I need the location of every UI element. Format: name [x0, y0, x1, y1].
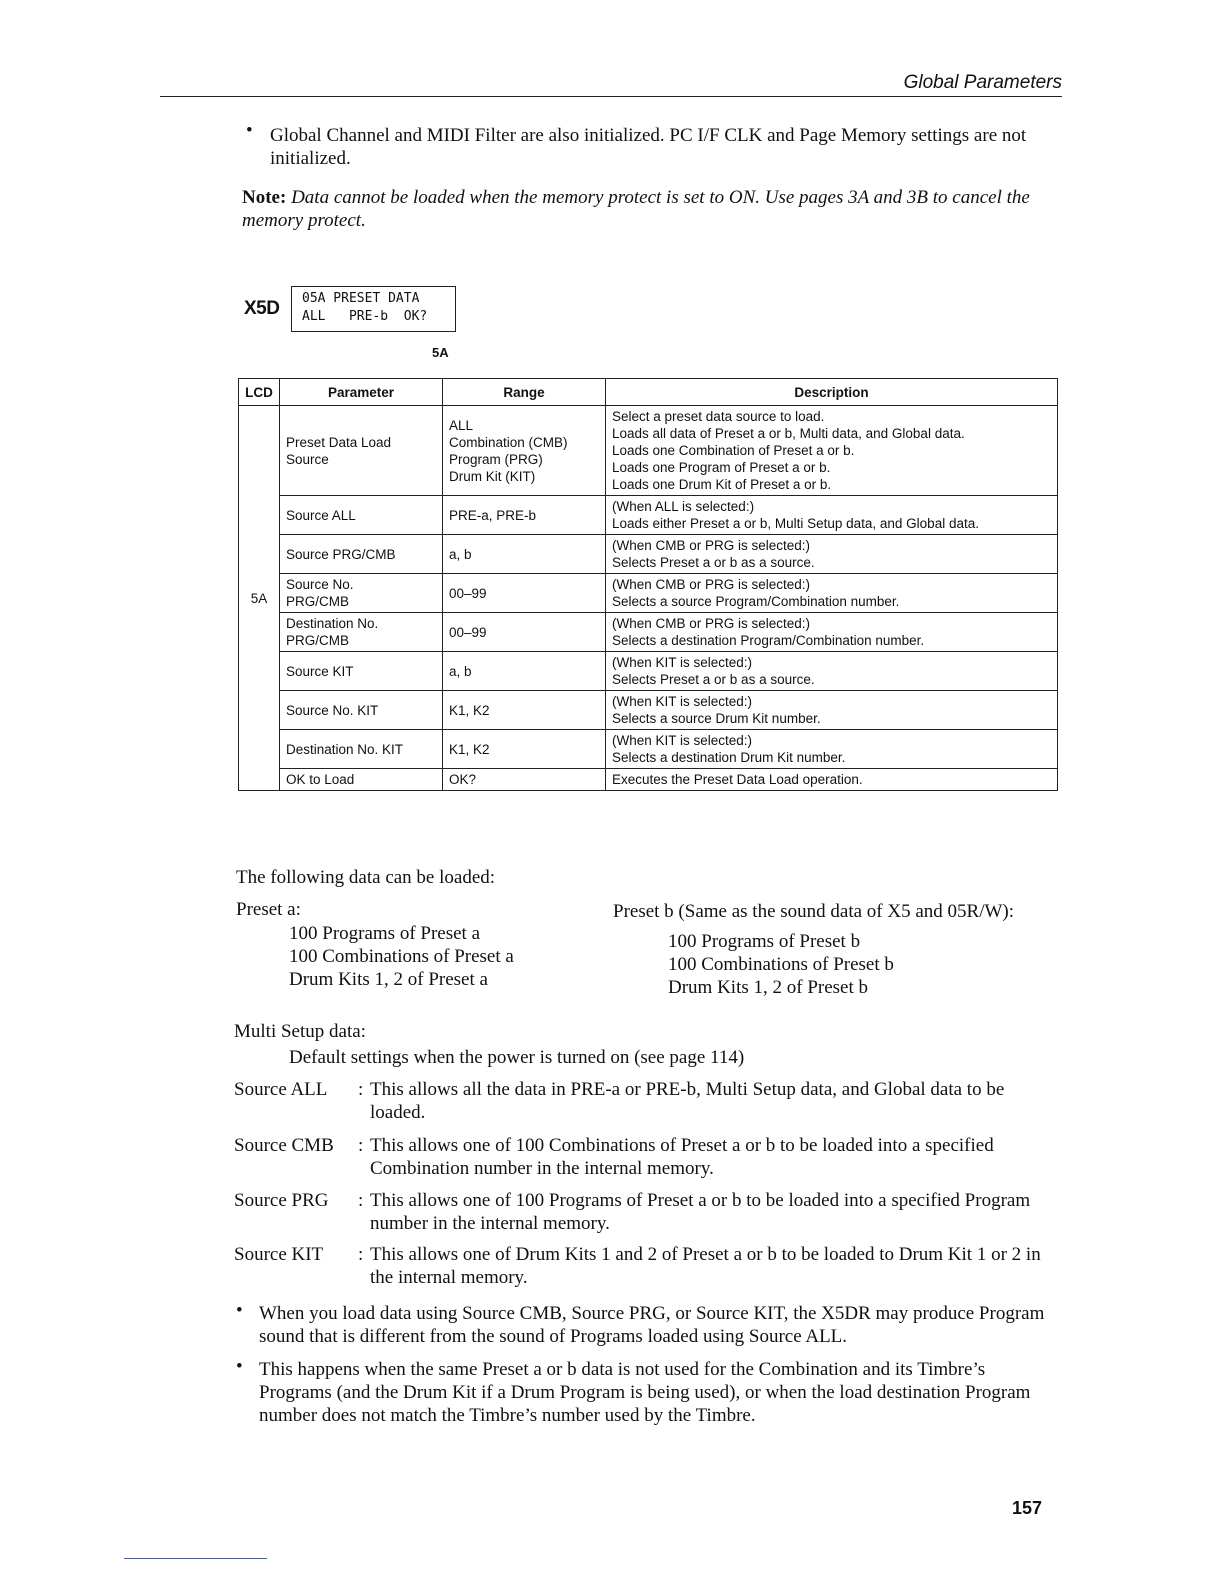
note-text: Data cannot be loaded when the memory protect is set to ON. Use pages 3A and 3B to cancel the memory protect.: [242, 187, 1030, 231]
column-header-parameter: Parameter: [280, 379, 443, 406]
table-row: [239, 769, 1058, 791]
range-cell: [443, 613, 606, 652]
cell-line: Source ALL: [286, 507, 356, 523]
definition-text: This allows all the data in PRE-a or PRE-b, Multi Setup data, and Global data to be loaded.: [370, 1079, 1005, 1123]
definition-text: This allows one of 100 Combinations of Preset a or b to be loaded into a specified Combination number in the internal memory.: [370, 1135, 994, 1179]
table-row: [239, 730, 1058, 769]
table-row: [239, 691, 1058, 730]
cell-line: OK to Load: [286, 772, 355, 787]
definition-term: Source KIT: [234, 1244, 324, 1265]
cell-line: a, b: [449, 546, 472, 562]
table-row: [239, 535, 1058, 574]
description-cell: [606, 691, 1058, 730]
cell-line: (When CMB or PRG is selected:): [612, 616, 811, 631]
cell-line: Loads one Program of Preset a or b.: [612, 460, 831, 475]
cell-line: Loads all data of Preset a or b, Multi data, and Global data.: [612, 426, 965, 441]
table-row: [239, 652, 1058, 691]
intro-bullet-text: Global Channel and MIDI Filter are also initialized. PC I/F CLK and Page Memory settings are not initialized.: [270, 125, 1027, 169]
cell-line: OK?: [449, 772, 477, 787]
table-row: [239, 613, 1058, 652]
definition-text: This allows one of 100 Programs of Preset a or b to be loaded into a specified Program number in the internal memory.: [370, 1190, 1031, 1234]
range-cell: [443, 691, 606, 730]
table-row: [239, 406, 1058, 496]
parameter-cell: [280, 691, 443, 730]
list-item: Drum Kits 1, 2 of Preset b: [668, 977, 869, 998]
list-item: 100 Combinations of Preset b: [668, 954, 894, 975]
definition-colon: :: [358, 1135, 364, 1156]
cell-line: PRG/CMB: [286, 633, 350, 648]
range-cell: [443, 535, 606, 574]
cell-line: K1, K2: [449, 702, 490, 718]
description-cell: [606, 769, 1058, 791]
note-label: Note:: [242, 187, 287, 208]
parameter-cell: [280, 613, 443, 652]
cell-line: (When KIT is selected:): [612, 733, 753, 748]
cell-line: Source PRG/CMB: [286, 546, 396, 562]
definition-term: Source ALL: [234, 1079, 328, 1100]
description-cell: [606, 730, 1058, 769]
cell-line: Selects a source Drum Kit number.: [612, 711, 821, 726]
definition-colon: :: [358, 1079, 364, 1100]
parameter-cell: [280, 406, 443, 496]
bullet-text: This happens when the same Preset a or b data is not used for the Combination and its Timbre’s Programs (and the Drum Kit if a Drum Program is being used), or when the load destination Program number does not match the Timbre’s number used by the Timbre.: [259, 1359, 1031, 1426]
bullet-marker: •: [236, 1300, 243, 1321]
range-cell: [443, 769, 606, 791]
list-item: Drum Kits 1, 2 of Preset a: [289, 969, 488, 990]
cell-line: Loads either Preset a or b, Multi Setup data, and Global data.: [612, 516, 979, 531]
range-cell: [443, 652, 606, 691]
cell-line: Loads one Combination of Preset a or b.: [612, 443, 855, 458]
cell-line: (When CMB or PRG is selected:): [612, 577, 811, 592]
list-item: 100 Programs of Preset a: [289, 923, 481, 944]
range-cell: [443, 730, 606, 769]
parameter-cell: [280, 496, 443, 535]
note-paragraph: [242, 186, 1062, 232]
column-header-lcd: LCD: [239, 379, 280, 406]
cell-line: Selects a destination Drum Kit number.: [612, 750, 846, 765]
description-cell: [606, 613, 1058, 652]
description-cell: [606, 535, 1058, 574]
lcd-line-2: ALL PRE-b OK?: [302, 309, 428, 324]
cell-line: Destination No.: [286, 616, 379, 631]
cell-line: Combination (CMB): [449, 434, 568, 450]
cell-line: Selects a source Program/Combination number.: [612, 594, 900, 609]
parameter-cell: [280, 574, 443, 613]
cell-line: (When CMB or PRG is selected:): [612, 538, 811, 553]
description-cell: [606, 652, 1058, 691]
range-cell: [443, 574, 606, 613]
device-label: X5D: [244, 298, 280, 319]
table-header-row: [239, 379, 1058, 406]
table-row: [239, 574, 1058, 613]
description-cell: [606, 406, 1058, 496]
list-item: 100 Combinations of Preset a: [289, 946, 514, 967]
cell-line: Source No. KIT: [286, 702, 379, 718]
bullet-text: When you load data using Source CMB, Source PRG, or Source KIT, the X5DR may produce Program sound that is different from the sound of Programs loaded using Source ALL.: [259, 1303, 1045, 1347]
cell-line: a, b: [449, 663, 472, 679]
header-rule: [160, 96, 1062, 97]
list-item: 100 Programs of Preset b: [668, 931, 861, 952]
cell-line: ALL: [449, 417, 474, 433]
cell-line: Loads one Drum Kit of Preset a or b.: [612, 477, 832, 492]
range-cell: [443, 496, 606, 535]
preset-b-heading: Preset b (Same as the sound data of X5 and 05R/W):: [613, 901, 1015, 922]
cell-line: (When KIT is selected:): [612, 655, 753, 670]
definition-text: This allows one of Drum Kits 1 and 2 of Preset a or b to be loaded to Drum Kit 1 or 2 in the internal memory.: [370, 1244, 1041, 1288]
parameter-cell: [280, 730, 443, 769]
column-header-description: Description: [606, 379, 1058, 406]
cell-line: Source: [286, 451, 329, 467]
cell-line: PRE-a, PRE-b: [449, 507, 537, 523]
description-cell: [606, 496, 1058, 535]
definition-colon: :: [358, 1190, 364, 1211]
cell-line: (When ALL is selected:): [612, 499, 755, 514]
preset-a-heading: Preset a:: [236, 899, 301, 920]
cell-line: Source KIT: [286, 663, 354, 679]
preset-a-list: [289, 922, 514, 991]
lcd-line-1: 05A PRESET DATA: [302, 291, 420, 306]
running-header: Global Parameters: [903, 72, 1062, 93]
bullet-marker: •: [246, 120, 253, 141]
cell-line: Select a preset data source to load.: [612, 409, 825, 424]
page-number: 157: [1012, 1498, 1043, 1518]
multi-setup-text: Default settings when the power is turned on (see page 114): [289, 1047, 745, 1068]
column-header-range: Range: [443, 379, 606, 406]
range-cell: [443, 406, 606, 496]
cell-line: 00–99: [449, 585, 487, 601]
cell-line: Executes the Preset Data Load operation.: [612, 772, 863, 787]
cell-line: Selects Preset a or b as a source.: [612, 672, 815, 687]
parameter-cell: [280, 652, 443, 691]
lcd-page-label: 5A: [432, 345, 449, 360]
lcd-page-cell: 5A: [239, 406, 280, 791]
cell-line: 00–99: [449, 624, 487, 640]
cell-line: Source No.: [286, 577, 354, 592]
footer-rule: [124, 1558, 267, 1559]
parameter-cell: [280, 769, 443, 791]
preset-b-list: [668, 930, 894, 999]
cell-line: K1, K2: [449, 741, 490, 757]
description-cell: [606, 574, 1058, 613]
cell-line: PRG/CMB: [286, 594, 350, 609]
definition-colon: :: [358, 1244, 364, 1265]
cell-line: Preset Data Load: [286, 434, 392, 450]
bullet-marker: •: [236, 1356, 243, 1377]
parameter-table: [238, 378, 1058, 791]
lcd-display: [291, 286, 456, 332]
loadable-heading: The following data can be loaded:: [236, 867, 496, 888]
cell-line: Selects Preset a or b as a source.: [612, 555, 815, 570]
table-row: [239, 496, 1058, 535]
definition-term: Source PRG: [234, 1190, 329, 1211]
cell-line: (When KIT is selected:): [612, 694, 753, 709]
cell-line: Drum Kit (KIT): [449, 468, 536, 484]
cell-line: Program (PRG): [449, 451, 543, 467]
multi-setup-heading: Multi Setup data:: [234, 1021, 366, 1042]
definition-term: Source CMB: [234, 1135, 334, 1156]
cell-line: Destination No. KIT: [286, 741, 404, 757]
cell-line: Selects a destination Program/Combination number.: [612, 633, 925, 648]
parameter-cell: [280, 535, 443, 574]
